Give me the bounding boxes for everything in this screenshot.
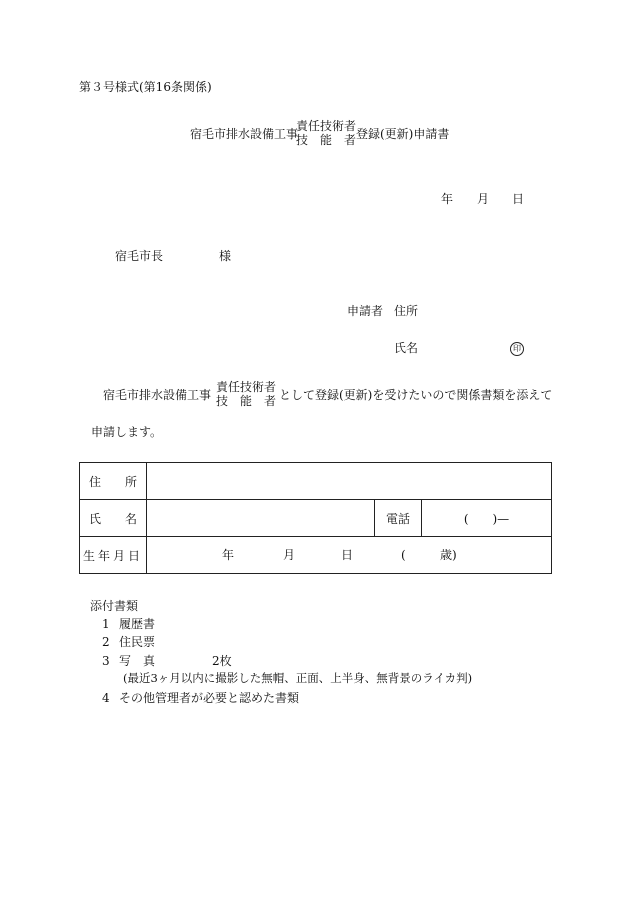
- attachment-3-note: (最近3ヶ月以内に撮影した無帽、正面、上半身、無背景のライカ判): [123, 671, 473, 685]
- title-options: [296, 119, 356, 147]
- attachment-2-num: 2: [102, 635, 110, 649]
- attachment-4-num: 4: [102, 691, 110, 705]
- date-year: 年: [441, 192, 454, 206]
- attachment-4-text: その他管理者が必要と認めた書類: [119, 691, 300, 705]
- name-value-cell[interactable]: [147, 500, 375, 537]
- date-month: 月: [477, 192, 490, 206]
- address-label-cell: 住 所: [80, 463, 147, 500]
- table-row-address: [80, 463, 552, 500]
- birth-year: 年: [222, 548, 235, 562]
- body-option-bottom: 技 能 者: [216, 394, 277, 408]
- attachment-3-num: 3: [102, 654, 110, 668]
- attachment-3-extra: 2枚: [212, 654, 232, 668]
- table-row-name: [80, 500, 552, 537]
- applicant-address-label: 住所: [394, 304, 419, 318]
- attachment-3-text: 写 真: [119, 654, 156, 668]
- body-options: [216, 380, 276, 408]
- phone-value-cell[interactable]: ( )—: [422, 500, 552, 537]
- birth-day: 日: [341, 548, 354, 562]
- addressee-name: 宿毛市長: [115, 249, 164, 263]
- attachments-heading: 添付書類: [90, 599, 139, 613]
- addressee-honorific: 様: [219, 249, 232, 263]
- seal-mark: [510, 341, 524, 356]
- table-row-birthdate: [80, 537, 552, 574]
- age-close: 歳): [440, 548, 457, 562]
- title-option-top: 責任技術者: [296, 119, 357, 133]
- birthdate-label-cell: 生年月日: [80, 537, 147, 574]
- title-prefix: 宿毛市排水設備工事: [190, 127, 299, 141]
- seal-icon: 印: [510, 342, 524, 356]
- phone-label-cell: 電話: [375, 500, 422, 537]
- body-suffix: として登録(更新)を受けたいので関係書類を添えて: [279, 388, 553, 402]
- body-prefix: 宿毛市排水設備工事: [103, 388, 212, 402]
- attachment-1-text: 履歴書: [119, 617, 156, 631]
- title-option-bottom: 技 能 者: [296, 133, 357, 147]
- birthdate-value-cell[interactable]: [147, 537, 552, 574]
- body-option-top: 責任技術者: [216, 380, 277, 394]
- form-number: 第３号様式(第16条関係): [79, 80, 212, 94]
- applicant-label: 申請者: [347, 304, 384, 318]
- attachment-1-num: 1: [102, 617, 110, 631]
- title-suffix: 登録(更新)申請書: [356, 127, 450, 141]
- address-value-cell[interactable]: [147, 463, 552, 500]
- date-day: 日: [512, 192, 525, 206]
- applicant-table: [79, 462, 552, 574]
- attachment-2-text: 住民票: [119, 635, 156, 649]
- age-open: (: [401, 548, 406, 562]
- body-line2: 申請します。: [91, 425, 163, 439]
- applicant-name-label: 氏名: [394, 341, 419, 355]
- name-label-cell: 氏 名: [80, 500, 147, 537]
- birth-month: 月: [283, 548, 296, 562]
